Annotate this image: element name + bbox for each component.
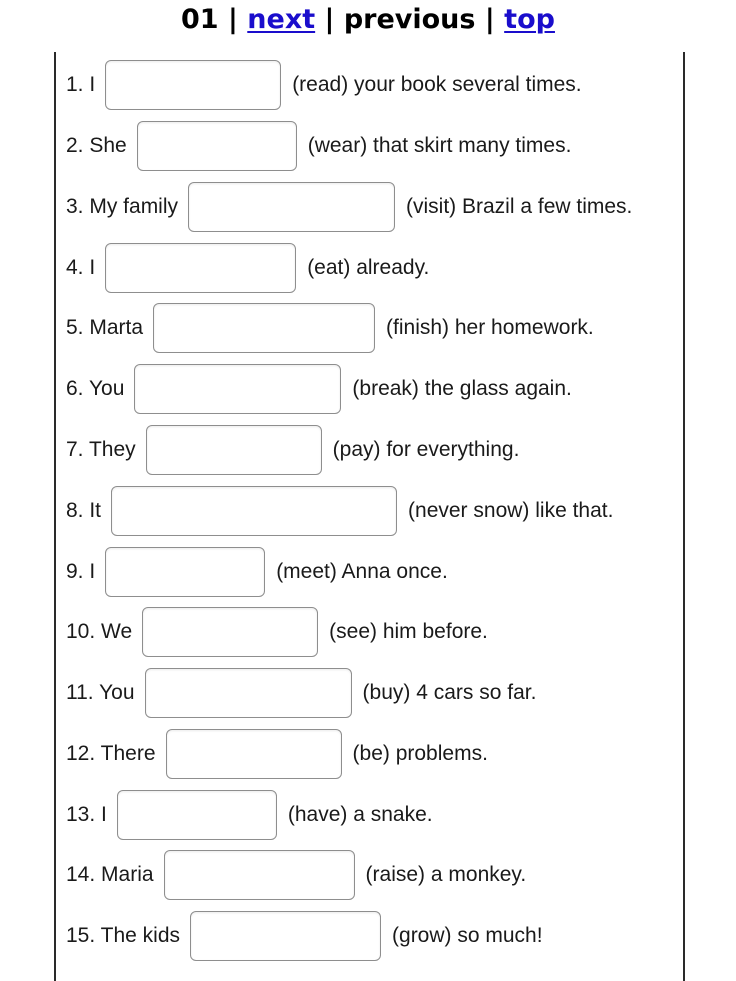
answer-input[interactable] — [190, 911, 381, 961]
answer-input[interactable] — [142, 607, 318, 657]
question-row — [66, 120, 571, 172]
question-hint: (see) him before. — [329, 620, 488, 643]
question-row — [66, 728, 488, 780]
answer-input[interactable] — [153, 303, 375, 353]
question-row — [66, 849, 526, 901]
question-hint: (pay) for everything. — [332, 438, 520, 461]
answer-input[interactable] — [166, 729, 342, 779]
question-prompt: 8. It — [66, 499, 102, 522]
question-hint: (finish) her homework. — [386, 316, 594, 339]
question-prompt: 12. There — [66, 742, 156, 765]
question-row — [66, 789, 433, 841]
question-hint: (eat) already. — [307, 256, 430, 279]
question-hint: (wear) that skirt many times. — [307, 134, 572, 157]
question-prompt: 2. She — [66, 134, 127, 157]
question-prompt: 14. Maria — [66, 863, 154, 886]
question-row — [66, 667, 536, 719]
question-hint: (be) problems. — [352, 742, 488, 765]
answer-input[interactable] — [188, 182, 395, 232]
answer-input[interactable] — [145, 668, 352, 718]
question-row — [66, 424, 519, 476]
answer-input[interactable] — [105, 60, 281, 110]
previous-label: previous — [343, 4, 476, 35]
question-hint: (visit) Brazil a few times. — [406, 195, 633, 218]
question-hint: (buy) 4 cars so far. — [362, 681, 537, 704]
answer-input[interactable] — [134, 364, 341, 414]
question-row — [66, 546, 448, 598]
question-row — [66, 59, 582, 111]
question-hint: (break) the glass again. — [352, 377, 572, 400]
question-prompt: 5. Marta — [66, 316, 144, 339]
answer-input[interactable] — [111, 486, 397, 536]
nav-separator: | — [324, 4, 335, 35]
question-prompt: 7. They — [66, 438, 136, 461]
top-link[interactable]: top — [504, 4, 555, 35]
exercise-nav — [0, 0, 736, 42]
question-prompt: 1. I — [66, 73, 96, 96]
answer-input[interactable] — [117, 790, 277, 840]
question-row — [66, 910, 543, 962]
question-prompt: 13. I — [66, 803, 107, 826]
question-prompt: 15. The kids — [66, 924, 181, 947]
question-prompt: 3. My family — [66, 195, 179, 218]
answer-input[interactable] — [105, 547, 265, 597]
question-hint: (never snow) like that. — [408, 499, 614, 522]
question-prompt: 10. We — [66, 620, 133, 643]
nav-separator: | — [228, 4, 238, 35]
question-prompt: 4. I — [66, 256, 96, 279]
question-prompt: 11. You — [66, 681, 135, 704]
question-row — [66, 606, 488, 658]
question-row — [66, 485, 613, 537]
exercise-number: 01 — [181, 4, 219, 35]
question-hint: (meet) Anna once. — [276, 560, 448, 583]
question-row — [66, 242, 429, 294]
next-link[interactable]: next — [247, 4, 316, 35]
question-prompt: 9. I — [66, 560, 96, 583]
question-hint: (have) a snake. — [287, 803, 433, 826]
question-hint: (raise) a monkey. — [365, 863, 527, 886]
question-row — [66, 363, 572, 415]
question-row — [66, 181, 632, 233]
answer-input[interactable] — [137, 121, 297, 171]
answer-input[interactable] — [105, 243, 296, 293]
answer-input[interactable] — [164, 850, 355, 900]
answer-input[interactable] — [146, 425, 322, 475]
question-hint: (read) your book several times. — [292, 73, 582, 96]
question-row — [66, 302, 594, 354]
question-prompt: 6. You — [66, 377, 125, 400]
nav-separator: | — [484, 4, 495, 35]
question-hint: (grow) so much! — [392, 924, 543, 947]
